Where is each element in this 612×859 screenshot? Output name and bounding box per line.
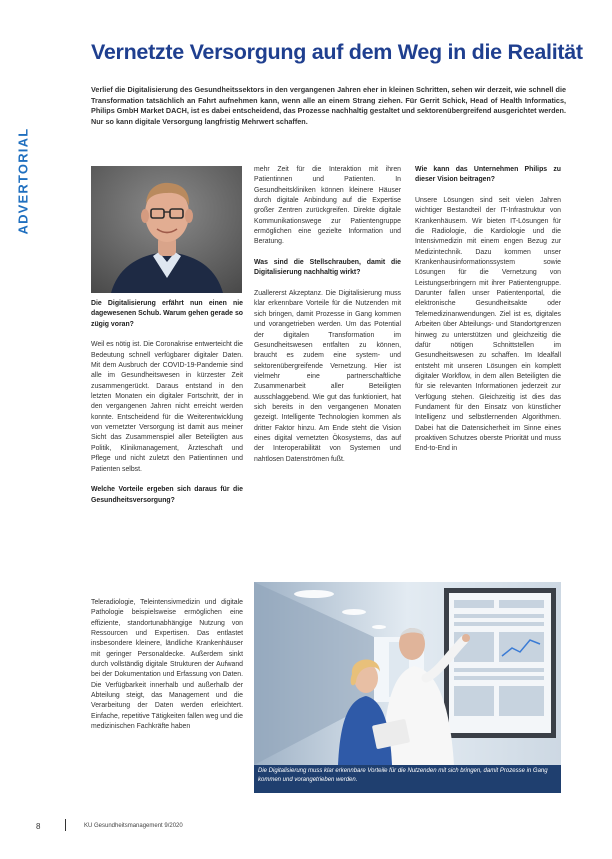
column-3-text bbox=[415, 165, 561, 455]
answer-4: Unsere Lösungen sind seit vielen Jahren wichtiger Bestandteil der IT-Infrastruktur von Krankenhäusern. Wir bieten IT-Lösungen für die Radiologie, die Kardiologie und die Intensivmedizin mit einem engen Bezug zur Medizintechnik. Dazu kommen unser Krankenhausinformationssystem sowie Lösungen für die Vernetzung von Leistungserbringern mit ihrer Patientengruppe. Darunter fallen unser Patientenportal, die elektronische Gesundheitsakte oder Telemedizinanwendungen. Ziel ist es, digitales Arbeiten über Abteilungs- und Standortgrenzen hinweg zu unterstützen und gleichzeitig die dafür nötigen Schnittstellen im Gesundheitswesen zu schaffen. Im Idealfall entsteht mit unseren Lösungen ein komplett digitaler Workflow, in dem allen Beteiligten die für sie relevanten Informationen jederzeit zur Verfügung stehen. Gleichzeitig ist dies das Fundament für den Einsatz von künstlicher Intelligenz und selbstlernenden Algorithmen. Dabei hat die Datensicherheit im Sinne eines proaktiven Schutzes oberste Priorität und muss End-to-End in bbox=[415, 197, 561, 453]
photo-caption: Die Digitalisierung muss klar erkennbare Vorteile für die Nutzenden mit sich bringen, damit Prozesse in Gang kommen und vorangetrieben werden. bbox=[254, 765, 561, 793]
answer-2-continued: mehr Zeit für die Interaktion mit ihren Patientinnen und Patienten. In Gesundheitskliniken können kleinere Häuser durch digitale Anbindung auf die Expertise großer Zentren zurückgreifen. Direkte digitale Kommunikationswege zur Patientengruppe ermöglichen eine gezielte Information und Beratung. bbox=[254, 166, 401, 246]
article-title: Vernetzte Versorgung auf dem Weg in die Realität bbox=[91, 40, 583, 64]
publication-source: KU Gesundheitsmanagement 9/2020 bbox=[84, 823, 183, 829]
question-1: Die Digitalisierung erfährt nun einen nie dagewesenen Schub. Warum gehen gerade so zügig voran? bbox=[91, 300, 243, 328]
column-1-text bbox=[91, 299, 243, 506]
question-3: Was sind die Stellschrauben, damit die Digitalisierung nachhaltig wirkt? bbox=[254, 259, 401, 277]
page-number: 8 bbox=[36, 822, 41, 831]
question-4: Wie kann das Unternehmen Philips zu dieser Vision beitragen? bbox=[415, 166, 561, 184]
hospital-photo bbox=[254, 582, 561, 765]
answer-1: Weil es nötig ist. Die Coronakrise entwerteicht die Bedeutung schnell verfügbarer digitaler Daten. Mit dem Ausbruch der COVID-19-Pandemie sind alle im Gesundheitswesen in kürzester Zeit zusammengerückt. Daraus entstand in den letzten Monaten ein digitaler Fortschritt, der in den vergangenen Jahren nicht erreicht werden konnte. Entscheidend für die Weiterentwicklung von vernetzter Versorgung ist damit aus meiner Sicht das Zusammenspiel aller Beteiligten aus Politik, Klinikmanagement, Ärzteschaft und Pflege und nicht zuletzt den Patientinnen und Patienten selbst. bbox=[91, 341, 243, 473]
column-1-continued bbox=[91, 598, 243, 732]
article-lead: Verlief die Digitalisierung des Gesundheitssektors in den vergangenen Jahren eher in kleinen Schritten, sehen wir derzeit, wie schnell die Transformation tatsächlich an Fahrt aufnehmen kann, wenn alle an einem Strang ziehen. Für Gerrit Schick, Head of Health Informatics, Philips GmbH Market DACH, ist es dabei entscheidend, das Prozesse nachhaltig gestaltet und sektorenübergreifend ausgerichtet werden. Nur so kann digitale Versorgung langfristig Mehrwert schaffen. bbox=[91, 85, 566, 126]
answer-3: Zuallererst Akzeptanz. Die Digitalisierung muss klar erkennbare Vorteile für die Nutzenden mit sich bringen, damit Prozesse in Gang kommen und vorangetrieben werden. Um das Potential der digitalen Transformation im Gesundheitswesen entfalten zu können, braucht es zudem eine system- und sektorenübergreifende Vernetzung. Hier ist vielmehr eine partnerschaftliche Zusammenarbeit aller Beteiligten ausschlaggebend. Wie gut das funktioniert, hat sich bereits in den vergangenen Monaten gezeigt. Intelligente Technologien kommen als dritter Faktor hinzu. Am Ende steht die Vision eines digital vernetzten Ökosystems, das auf der Interoperabilität von Systemen und nahtlosen Datenströmen fußt. bbox=[254, 290, 401, 463]
answer-2: Teleradiologie, Teleintensivmedizin und digitale Pathologie beispielsweise ermöglichen eine effiziente, standortunabhängige Nutzung von Ressourcen und Expertisen. Das entlastet insbesondere kleinere, ländliche Krankenhäuser mit geringer Personaldecke. Außerdem sinkt durch vollständig digitale Strukturen der Aufwand bei der Dokumentation und Erfassung von Daten. Die Verfügbarkeit innerhalb und außerhalb der Abteilung steigt, das Management und die Verarbeitung der Daten werden erleichtert. Einfache, repetitive Tätigkeiten fallen weg und die medizinischen Fachkräfte haben bbox=[91, 599, 243, 731]
advertorial-label: ADVERTORIAL bbox=[15, 127, 31, 235]
question-2: Welche Vorteile ergeben sich daraus für die Gesundheitsversorgung? bbox=[91, 486, 243, 504]
column-2-text bbox=[254, 165, 401, 465]
footer-divider bbox=[65, 819, 66, 831]
portrait-photo bbox=[91, 166, 242, 293]
